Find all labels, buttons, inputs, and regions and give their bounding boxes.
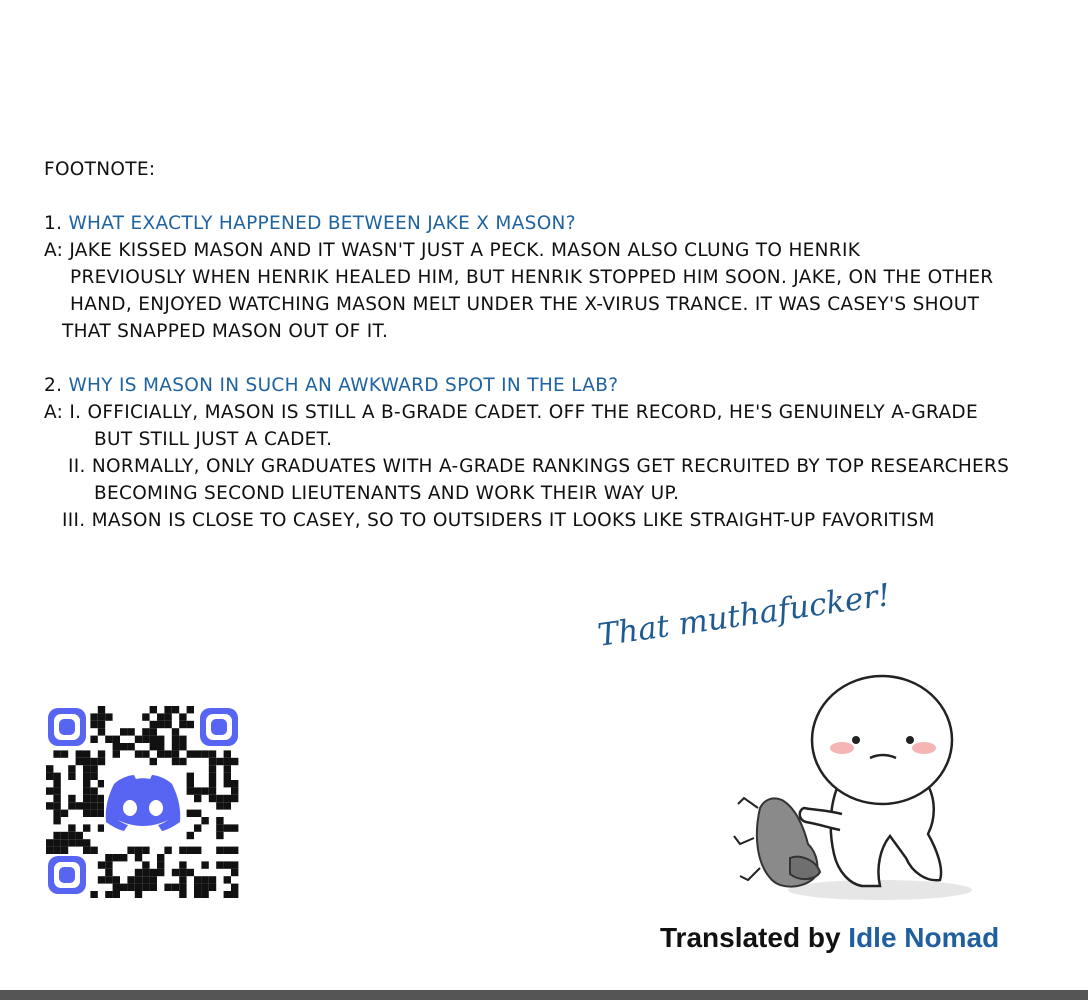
qr-module — [172, 736, 179, 743]
qr-module — [46, 765, 53, 772]
qr-module — [135, 847, 142, 854]
qr-module — [83, 787, 90, 794]
qr-module — [135, 736, 142, 743]
qr-module — [179, 847, 186, 854]
qr-module — [61, 750, 68, 757]
discord-icon — [104, 766, 182, 838]
qr-module — [187, 750, 194, 757]
qr-module — [164, 721, 171, 728]
qr-module — [68, 802, 75, 809]
qr-module — [98, 876, 105, 883]
qr-module — [150, 869, 157, 876]
qr-module — [172, 743, 179, 750]
qr-module — [83, 802, 90, 809]
qr-finder-top-right — [200, 708, 238, 746]
qr-module — [127, 743, 134, 750]
question-2-text: WHY IS MASON IN SUCH AN AWKWARD SPOT IN THE LAB? — [68, 375, 619, 396]
question-1-number: 1. — [44, 213, 63, 234]
answer-2-line: BECOMING SECOND LIEUTENANTS AND WORK THEIR WAY UP. — [94, 483, 680, 504]
qr-module — [231, 884, 238, 891]
qr-module — [224, 824, 231, 831]
qr-module — [53, 817, 60, 824]
qr-module — [90, 802, 97, 809]
answer-1-line: A: JAKE KISSED MASON AND IT WASN'T JUST A PECK. MASON ALSO CLUNG TO HENRIK — [44, 240, 861, 261]
qr-module — [46, 839, 53, 846]
footnote-heading: FOOTNOTE: — [44, 159, 156, 180]
qr-module — [201, 861, 208, 868]
qr-module — [46, 773, 53, 780]
qr-module — [194, 876, 201, 883]
qr-module — [209, 787, 216, 794]
qr-module — [68, 765, 75, 772]
qr-module — [53, 802, 60, 809]
footnote-section — [44, 156, 1064, 534]
qr-module — [61, 832, 68, 839]
qr-module — [216, 758, 223, 765]
qr-module — [142, 736, 149, 743]
qr-module — [179, 713, 186, 720]
qr-module — [83, 765, 90, 772]
qr-module — [201, 787, 208, 794]
qr-module — [61, 810, 68, 817]
qr-module — [231, 824, 238, 831]
spacer — [44, 183, 1064, 210]
qr-finder-top-left — [48, 708, 86, 746]
qr-module — [83, 810, 90, 817]
qr-module — [157, 861, 164, 868]
qr-module — [231, 869, 238, 876]
qr-module — [179, 884, 186, 891]
qr-module — [201, 876, 208, 883]
qr-module — [179, 736, 186, 743]
qr-module — [142, 884, 149, 891]
qr-module — [157, 854, 164, 861]
qr-module — [90, 847, 97, 854]
spacer — [44, 345, 1064, 372]
qr-module — [209, 765, 216, 772]
qr-module — [216, 817, 223, 824]
qr-module — [216, 802, 223, 809]
answer-2-line: BUT STILL JUST A CADET. — [94, 429, 333, 450]
question-1-line — [44, 210, 1064, 237]
qr-module — [113, 854, 120, 861]
qr-module — [142, 750, 149, 757]
qr-module — [157, 750, 164, 757]
kicking-mascot — [730, 658, 980, 918]
qr-module — [150, 743, 157, 750]
qr-module — [201, 817, 208, 824]
qr-module — [83, 847, 90, 854]
qr-module — [90, 721, 97, 728]
qr-module — [224, 802, 231, 809]
qr-module — [224, 876, 231, 883]
qr-module — [98, 721, 105, 728]
qr-module — [83, 758, 90, 765]
qr-module — [179, 721, 186, 728]
qr-module — [201, 750, 208, 757]
qr-module — [216, 824, 223, 831]
answer-2-line: II. NORMALLY, ONLY GRADUATES WITH A-GRADE RANKINGS GET RECRUITED BY TOP RESEARCHERS — [68, 456, 1010, 477]
qr-module — [83, 839, 90, 846]
qr-module — [105, 876, 112, 883]
qr-module — [90, 810, 97, 817]
qr-module — [135, 891, 142, 898]
qr-module — [187, 721, 194, 728]
qr-module — [231, 795, 238, 802]
qr-module — [224, 765, 231, 772]
question-2-line — [44, 372, 1064, 399]
qr-module — [172, 884, 179, 891]
qr-module — [127, 876, 134, 883]
qr-module — [194, 750, 201, 757]
qr-module — [135, 750, 142, 757]
qr-module — [179, 869, 186, 876]
qr-module — [113, 891, 120, 898]
qr-module — [187, 847, 194, 854]
qr-module — [209, 750, 216, 757]
qr-module — [201, 891, 208, 898]
qr-module — [179, 758, 186, 765]
qr-module — [209, 780, 216, 787]
qr-module — [231, 758, 238, 765]
qr-module — [105, 854, 112, 861]
qr-module — [98, 706, 105, 713]
qr-module — [83, 795, 90, 802]
qr-module — [76, 750, 83, 757]
qr-module — [142, 713, 149, 720]
qr-module — [135, 876, 142, 883]
answer-1-line: THAT SNAPPED MASON OUT OF IT. — [62, 321, 389, 342]
qr-module — [113, 743, 120, 750]
translator-credit — [660, 922, 999, 954]
qr-module — [224, 758, 231, 765]
qr-module — [224, 795, 231, 802]
qr-module — [187, 706, 194, 713]
qr-module — [98, 713, 105, 720]
qr-module — [113, 736, 120, 743]
qr-module — [224, 780, 231, 787]
qr-module — [76, 802, 83, 809]
qr-module — [187, 773, 194, 780]
qr-module — [105, 713, 112, 720]
qr-module — [187, 869, 194, 876]
qr-module — [157, 713, 164, 720]
qr-module — [150, 736, 157, 743]
qr-module — [98, 750, 105, 757]
qr-module — [209, 884, 216, 891]
qr-module — [46, 802, 53, 809]
qr-module — [135, 884, 142, 891]
qr-module — [150, 728, 157, 735]
qr-module — [46, 787, 53, 794]
qr-module — [90, 795, 97, 802]
qr-module — [150, 876, 157, 883]
question-2-number: 2. — [44, 375, 63, 396]
qr-module — [76, 758, 83, 765]
qr-module — [76, 839, 83, 846]
qr-module — [127, 728, 134, 735]
translator-name[interactable]: Idle Nomad — [848, 922, 1000, 953]
qr-module — [98, 728, 105, 735]
qr-module — [209, 773, 216, 780]
qr-module — [194, 795, 201, 802]
qr-module — [98, 758, 105, 765]
qr-module — [194, 810, 201, 817]
qr-module — [98, 861, 105, 868]
qr-module — [68, 795, 75, 802]
qr-module — [120, 854, 127, 861]
qr-module — [172, 728, 179, 735]
qr-module — [194, 824, 201, 831]
qr-module — [53, 787, 60, 794]
qr-module — [231, 861, 238, 868]
qr-module — [150, 721, 157, 728]
qr-module — [120, 884, 127, 891]
qr-module — [157, 736, 164, 743]
answer-1-line: PREVIOUSLY WHEN HENRIK HEALED HIM, BUT HENRIK STOPPED HIM SOON. JAKE, ON THE OTHER — [70, 267, 994, 288]
answer-2-line: A: I. OFFICIALLY, MASON IS STILL A B-GRADE CADET. OFF THE RECORD, HE'S GENUINELY A-GRADE — [44, 402, 978, 423]
answer-1-line: HAND, ENJOYED WATCHING MASON MELT UNDER THE X-VIRUS TRANCE. IT WAS CASEY'S SHOUT — [70, 294, 980, 315]
qr-module — [127, 847, 134, 854]
qr-module — [142, 861, 149, 868]
qr-module — [105, 869, 112, 876]
qr-module — [179, 891, 186, 898]
qr-module — [164, 713, 171, 720]
qr-module — [46, 847, 53, 854]
qr-module — [90, 758, 97, 765]
qr-module — [83, 824, 90, 831]
qr-module — [216, 847, 223, 854]
qr-module — [68, 773, 75, 780]
qr-module — [105, 891, 112, 898]
qr-module — [53, 780, 60, 787]
qr-module — [90, 787, 97, 794]
qr-module — [231, 780, 238, 787]
qr-module — [53, 795, 60, 802]
qr-module — [53, 847, 60, 854]
qr-module — [224, 773, 231, 780]
qr-module — [113, 750, 120, 757]
qr-module — [216, 795, 223, 802]
qr-module — [83, 773, 90, 780]
qr-module — [90, 773, 97, 780]
qr-module — [209, 758, 216, 765]
qr-module — [113, 876, 120, 883]
qr-module — [172, 750, 179, 757]
qr-module — [90, 765, 97, 772]
qr-module — [53, 773, 60, 780]
qr-module — [150, 884, 157, 891]
qr-module — [113, 884, 120, 891]
qr-module — [187, 810, 194, 817]
qr-module — [150, 706, 157, 713]
qr-module — [127, 884, 134, 891]
qr-module — [231, 891, 238, 898]
qr-module — [120, 728, 127, 735]
qr-module — [164, 847, 171, 854]
qr-module — [194, 884, 201, 891]
question-1-text: WHAT EXACTLY HAPPENED BETWEEN JAKE X MASON? — [68, 213, 576, 234]
qr-module — [216, 861, 223, 868]
qr-module — [194, 787, 201, 794]
qr-module — [157, 721, 164, 728]
qr-module — [90, 713, 97, 720]
qr-module — [53, 750, 60, 757]
qr-module — [224, 891, 231, 898]
qr-module — [83, 750, 90, 757]
qr-module — [135, 869, 142, 876]
qr-module — [142, 847, 149, 854]
qr-module — [83, 780, 90, 787]
bottom-bar — [0, 990, 1088, 1000]
qr-module — [142, 876, 149, 883]
qr-module — [105, 736, 112, 743]
qr-module — [224, 861, 231, 868]
qr-module — [157, 743, 164, 750]
qr-module — [142, 728, 149, 735]
qr-module — [194, 847, 201, 854]
qr-module — [76, 832, 83, 839]
qr-module — [172, 706, 179, 713]
sticker-caption: That muthafucker! — [595, 577, 893, 654]
qr-module — [187, 832, 194, 839]
qr-module — [53, 839, 60, 846]
qr-module — [53, 810, 60, 817]
qr-module — [164, 750, 171, 757]
qr-module — [68, 824, 75, 831]
qr-module — [187, 787, 194, 794]
qr-module — [179, 743, 186, 750]
qr-module — [164, 706, 171, 713]
qr-module — [187, 780, 194, 787]
qr-module — [68, 832, 75, 839]
qr-module — [105, 861, 112, 868]
qr-module — [142, 869, 149, 876]
qr-module — [216, 832, 223, 839]
qr-module — [61, 839, 68, 846]
qr-module — [157, 869, 164, 876]
qr-module — [231, 847, 238, 854]
qr-module — [224, 750, 231, 757]
qr-module — [68, 839, 75, 846]
qr-finder-bottom-left — [48, 856, 86, 894]
answer-2-line: III. MASON IS CLOSE TO CASEY, SO TO OUTSIDERS IT LOOKS LIKE STRAIGHT-UP FAVORITISM — [62, 510, 935, 531]
qr-module — [209, 795, 216, 802]
qr-module — [209, 876, 216, 883]
qr-module — [224, 847, 231, 854]
qr-module — [172, 758, 179, 765]
qr-module — [90, 736, 97, 743]
qr-module — [172, 869, 179, 876]
qr-module — [179, 876, 186, 883]
qr-module — [150, 758, 157, 765]
qr-module — [179, 861, 186, 868]
qr-module — [201, 884, 208, 891]
qr-module — [120, 743, 127, 750]
qr-module — [90, 891, 97, 898]
qr-module — [194, 891, 201, 898]
qr-module — [135, 854, 142, 861]
discord-qr-code[interactable] — [46, 706, 240, 898]
credit-prefix: Translated by — [660, 922, 841, 953]
qr-module — [164, 884, 171, 891]
qr-module — [53, 832, 60, 839]
qr-module — [61, 847, 68, 854]
qr-module — [231, 787, 238, 794]
